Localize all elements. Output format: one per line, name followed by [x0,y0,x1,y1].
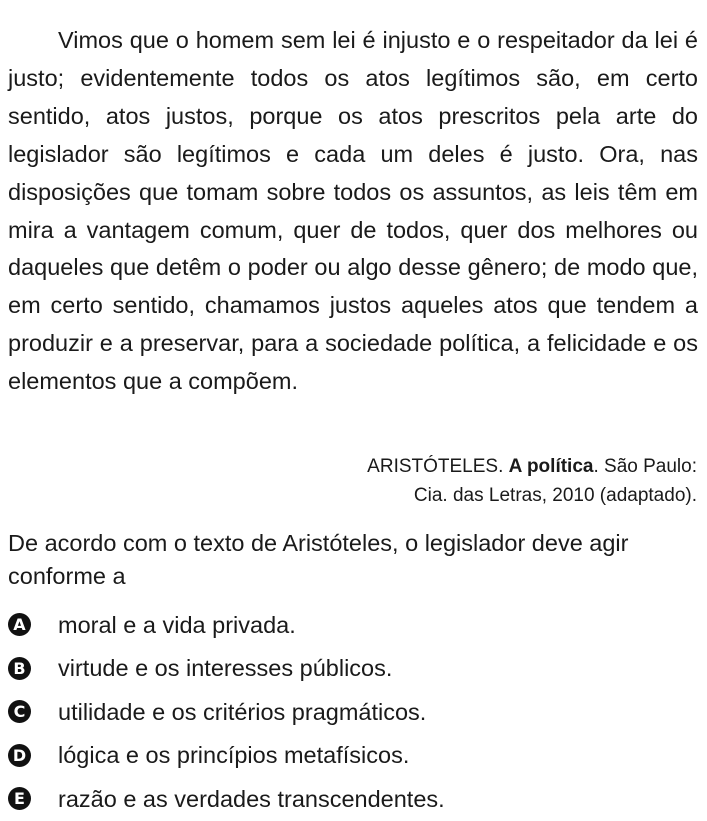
option-b-letter-icon: B [8,657,31,680]
option-e-text: razão e as verdades transcendentes. [58,785,445,812]
citation [367,452,697,510]
option-e[interactable] [8,777,445,821]
option-a[interactable] [8,603,445,647]
option-d-letter-icon: D [8,744,31,767]
question-stem: De acordo com o texto de Aristóteles, o legislador deve agir conforme a [8,530,629,589]
option-d-text: lógica e os princípios metafísicos. [58,742,410,769]
option-e-letter-icon: E [8,787,31,810]
option-c-letter-icon: C [8,700,31,723]
citation-publisher: . São Paulo: [593,456,697,477]
option-b-text: virtude e os interesses públicos. [58,655,393,682]
option-a-letter-icon: A [8,613,31,636]
citation-line-2: Cia. das Letras, 2010 (adaptado). [413,485,697,506]
answer-options [8,603,445,821]
option-b[interactable] [8,647,445,691]
passage-text: Vimos que o homem sem lei é injusto e o respeitador da lei é justo; evidentemente todos os atos legítimos são, em certo sentido, atos justos, porque os atos prescritos pela arte do legislador são legítimos e cada um deles é justo. Ora, nas disposições que tomam sobre todos os assuntos, as leis têm em mira a vantagem comum, quer de todos, quer dos melhores ou daqueles que detêm o poder ou algo desse gênero; de modo que, em certo sentido, chamamos justos aqueles atos que tendem a produzir e a preservar, para a sociedade política, a felicidade e os elementos que a compõem. [8,27,698,395]
option-d[interactable] [8,734,445,778]
option-c-text: utilidade e os critérios pragmáticos. [58,698,427,725]
citation-title: A política [508,456,594,477]
option-a-text: moral e a vida privada. [58,611,296,638]
citation-line-1 [367,452,697,481]
option-c[interactable] [8,690,445,734]
citation-author: ARISTÓTELES. [367,456,509,477]
